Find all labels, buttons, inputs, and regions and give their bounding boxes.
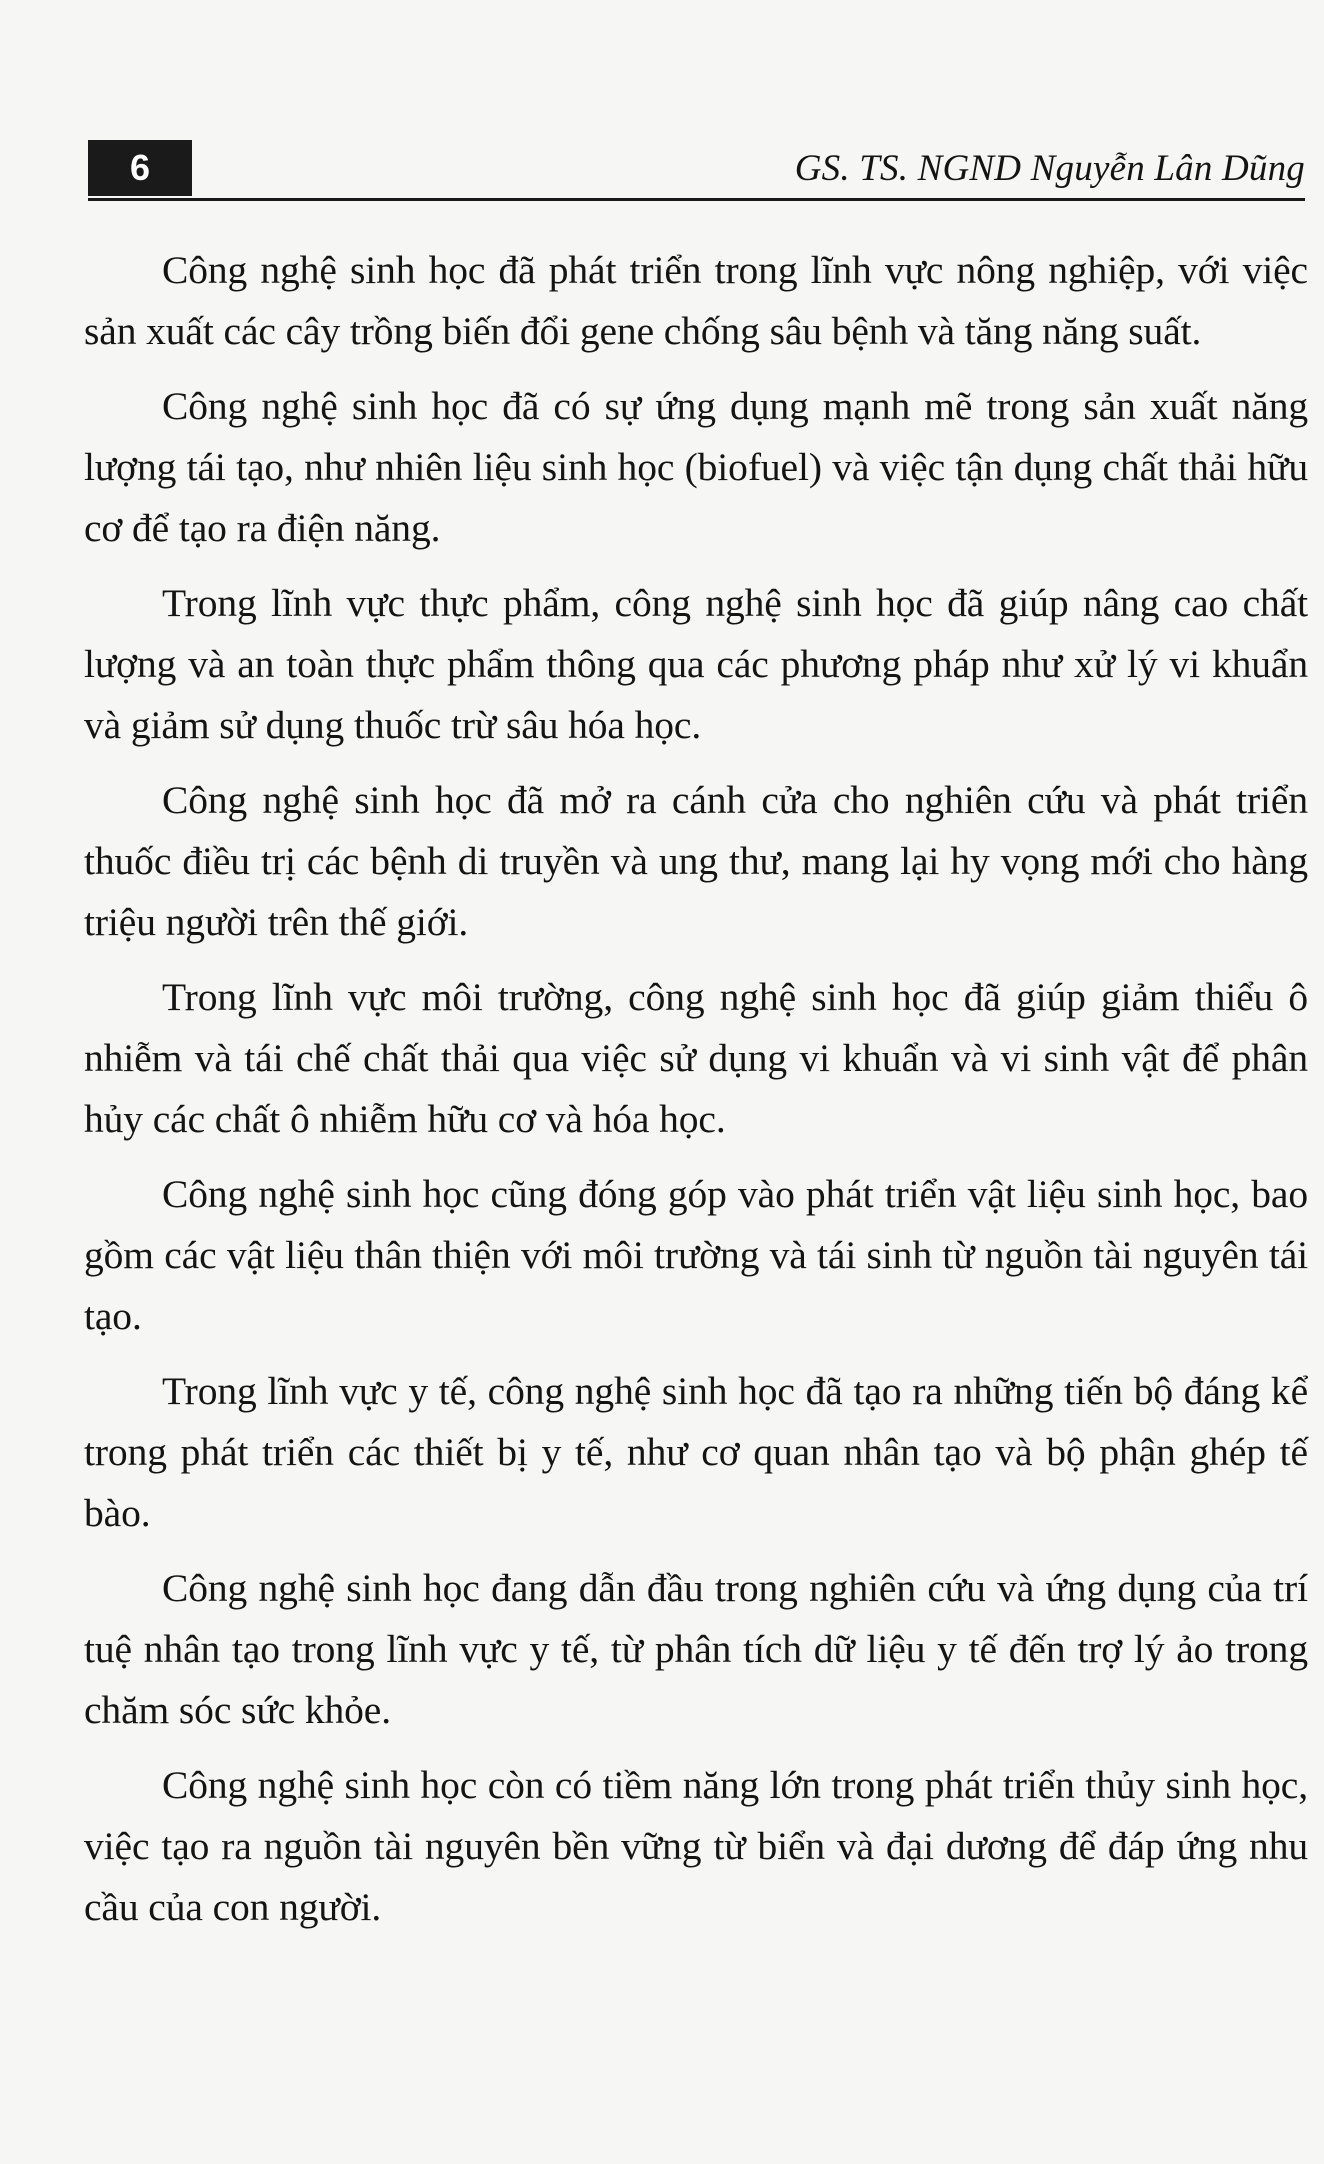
paragraph: Trong lĩnh vực môi trường, công nghệ sinh học đã giúp giảm thiểu ô nhiễm và tái chế chất thải qua việc sử dụng vi khuẩn và vi sinh vật để phân hủy các chất ô nhiễm hữu cơ và hóa học. <box>84 975 1308 1141</box>
paragraph: Công nghệ sinh học đang dẫn đầu trong nghiên cứu và ứng dụng của trí tuệ nhân tạo trong lĩnh vực y tế, từ phân tích dữ liệu y tế đến trợ lý ảo trong chăm sóc sức khỏe. <box>84 1566 1308 1732</box>
page-number: 6 <box>129 147 151 188</box>
paragraph: Công nghệ sinh học đã mở ra cánh cửa cho nghiên cứu và phát triển thuốc điều trị các bệnh di truyền và ung thư, mang lại hy vọng mới cho hàng triệu người trên thế giới. <box>84 778 1308 944</box>
paragraph: Trong lĩnh vực y tế, công nghệ sinh học đã tạo ra những tiến bộ đáng kể trong phát triển các thiết bị y tế, như cơ quan nhân tạo và bộ phận ghép tế bào. <box>84 1369 1308 1535</box>
page-header <box>88 140 1305 202</box>
paragraph: Công nghệ sinh học đã phát triển trong lĩnh vực nông nghiệp, với việc sản xuất các cây trồng biến đổi gene chống sâu bệnh và tăng năng suất. <box>84 248 1308 353</box>
body-text <box>84 240 1308 1952</box>
page-number-box <box>88 140 192 196</box>
paragraph: Công nghệ sinh học còn có tiềm năng lớn trong phát triển thủy sinh học, việc tạo ra nguồn tài nguyên bền vững từ biển và đại dương để đáp ứng nhu cầu của con người. <box>84 1763 1308 1929</box>
paragraph: Công nghệ sinh học đã có sự ứng dụng mạnh mẽ trong sản xuất năng lượng tái tạo, như nhiên liệu sinh học (biofuel) và việc tận dụng chất thải hữu cơ để tạo ra điện năng. <box>84 384 1308 550</box>
paragraph: Công nghệ sinh học cũng đóng góp vào phát triển vật liệu sinh học, bao gồm các vật liệu thân thiện với môi trường và tái sinh từ nguồn tài nguyên tái tạo. <box>84 1172 1308 1338</box>
paragraph: Trong lĩnh vực thực phẩm, công nghệ sinh học đã giúp nâng cao chất lượng và an toàn thực phẩm thông qua các phương pháp như xử lý vi khuẩn và giảm sử dụng thuốc trừ sâu hóa học. <box>84 581 1308 747</box>
header-rule <box>88 198 1305 201</box>
running-head-author: GS. TS. NGND Nguyễn Lân Dũng <box>794 147 1305 189</box>
